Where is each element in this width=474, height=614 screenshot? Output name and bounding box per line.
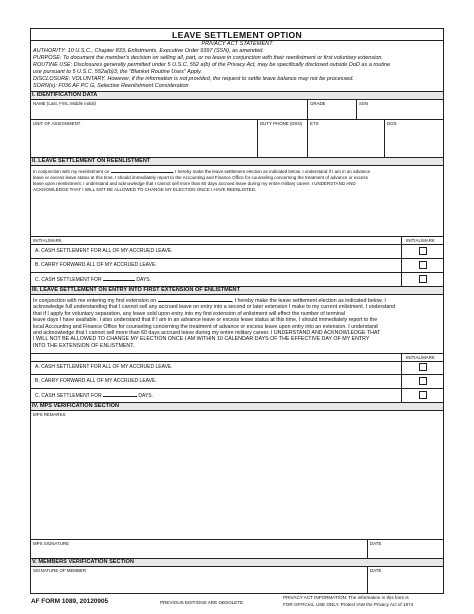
member-date-field[interactable] [368,567,443,593]
ssn-label: SSN [359,101,369,106]
unit-field[interactable] [31,120,257,157]
privacy-info-line1: PRIVACY ACT INFORMATION: The information in this form is [283,595,409,600]
privacy-authority: AUTHORITY: 10 U.S.C., Chapter 833, Enlistments, Executive Order 9397 (SSN), as amended. [33,48,264,54]
member-signature-field[interactable] [31,567,367,593]
divider [31,165,443,166]
section2-option-c-prefix: C. CASH SETTLEMENT FOR [35,277,102,283]
leave-settlement-form [30,28,444,594]
ets-field[interactable] [308,120,384,157]
section3-option-c-prefix: C. CASH SETTLEMENT FOR [35,393,102,399]
reenlistment-date-blank[interactable] [111,168,173,173]
ssn-field[interactable] [357,100,443,119]
divider [31,294,443,295]
section2-text-line1: , I hereby make the leave settlement election as indicated below. I understand if I am in an advance [172,169,371,174]
section3-paragraph [33,297,443,349]
mps-remarks-field[interactable] [31,411,443,539]
section2-text-line2: leave or excess leave status at this time, I should immediately report to the Accounting and Finance Office for counseling concerning the treatment of advance or excess [33,175,368,180]
section1-heading: I. IDENTIFICATION DATA [32,92,98,98]
mps-remarks-label: MPS REMARKS [33,412,66,417]
grade-field[interactable] [308,100,356,119]
ets-label: ETS [310,121,319,126]
section3-text-line5: local Accounting and Finance Office for counseling concerning the treatment of advance or excess leave upon entry into an extension. I understand [33,323,378,330]
section3-text-line7: I WILL NOT BE ALLOWED TO CHANGE MY ELECTION ONCE I AM WITHIN 10 CALENDAR DAYS OF THE EFFECTIVE DAY OF MY ENTRY [33,336,370,343]
section2-option-a-checkbox[interactable] [419,247,427,255]
form-number: AF FORM 1089, 20120905 [31,598,109,605]
section3-heading: III. LEAVE SETTLEMENT ON ENTRY INTO FIRST EXTENSION OF ENLISTMENT [32,287,241,293]
section3-option-c-suffix: DAYS. [138,393,154,399]
section3-option-c-checkbox[interactable] [419,391,427,399]
section3-text-line4: leave days I have available. I also understand that if I am in an advance leave or excess leave status at this time, I should immediately report to the [33,317,378,324]
section2-initial-label: INITIAL/MARK [33,238,62,243]
member-signature-label: SIGNATURE OF MEMBER [33,568,87,573]
section2-text-line4: ACKNOWLEDGE THAT I WILL NOT BE ALLOWED TO CHANGE MY ELECTION ONCE I HAVE REENLISTED. [33,187,257,192]
privacy-routine-use-cont: use pursuant to 5 U.S.C. 552a(b)3, the "Blanket Routine Uses" Apply. [33,69,202,75]
mps-date-field[interactable] [368,540,443,558]
section5-heading: V. MEMBERS VERIFICATION SECTION [32,559,134,565]
section3-option-a: A. CASH SETTLEMENT FOR ALL OF MY ACCRUED LEAVE. [35,364,173,370]
divider [31,374,443,375]
duty-phone-label: DUTY PHONE (DSN) [260,121,303,126]
section4-heading: IV. MPS VERIFICATION SECTION [32,403,120,409]
section2-days-blank[interactable] [103,276,135,281]
mps-date-label: DATE [370,541,382,546]
section2-text-line3: leave upon reenlistment. I understand and acknowledge that I cannot sell more than 60 days accrued leave during my entire military career. I UNDERSTAND AND [33,181,356,186]
obsolete-notice: PREVIOUS EDITIONS ARE OBSOLETE [160,600,244,605]
dos-label: DOS [387,121,397,126]
section3-option-a-checkbox[interactable] [419,363,427,371]
section3-text-line8: INTO THE EXTENSION OF ENLISTMENT. [33,342,135,349]
section2-option-c-checkbox[interactable] [419,275,427,283]
form-title: LEAVE SETTLEMENT OPTION [172,30,302,40]
section2-paragraph [33,168,443,193]
section3-text-start: In conjunction with me entering my first extension on [33,298,157,304]
section3-option-c [35,392,153,399]
section3-text-line3: that if I apply for voluntary separation, any leave sold upon entry into my first extension of enlistment will effect the number of terminal [33,310,345,317]
divider [31,244,443,245]
mps-signature-field[interactable] [31,540,367,558]
name-field[interactable] [31,100,307,119]
divider [31,361,443,362]
privacy-info-line2: FOR OFFICIAL USE ONLY. Protect IAW the Privacy Act of 1974 [283,602,414,607]
divider [31,353,443,354]
divider [31,388,443,389]
section3-days-blank[interactable] [103,392,137,397]
dos-field[interactable] [385,120,443,157]
member-date-label: DATE [370,568,382,573]
privacy-act-heading: PRIVACY ACT STATEMENT [201,41,273,47]
divider [401,236,402,286]
section2-initial-label-right: INITIAL/MARK [406,238,435,243]
name-label: NAME (Last, First, Middle Initial) [33,101,96,106]
section2-option-c [35,276,151,283]
section3-text-line2: acknowledge full understanding that I cannot sell any accrued leave on entry into a second or later extension I make to my current enlistment. I understand [33,304,396,311]
section2-option-c-suffix: DAYS. [136,277,152,283]
section2-option-a: A. CASH SETTLEMENT FOR ALL OF MY ACCRUED LEAVE. [35,248,173,254]
section2-option-b-checkbox[interactable] [419,261,427,269]
duty-phone-field[interactable] [258,120,307,157]
privacy-purpose: PURPOSE: To document the member's decision on selling all, part, or no leave in conjunction with their reenlistment or first voluntary extension. [33,55,383,61]
section2-heading: II. LEAVE SETTLEMENT ON REENLISTMENT [32,158,151,164]
grade-label: GRADE [310,101,326,106]
section3-text-line6: and acknowledge that I cannot sell more than 60 days accrued leave during my entire military career. I UNDERSTAND AND ACKNOWLEDGE THAT [33,330,381,337]
section3-initial-label: INITIAL/MARK [406,355,435,360]
section2-option-b: B. CARRY FORWARD ALL OF MY ACCRUED LEAVE. [35,262,157,268]
privacy-sorn: SORN(s): F036 AF PC G, Selective Reenlistment Consideration [33,83,189,89]
extension-date-blank[interactable] [158,297,232,302]
divider [31,258,443,259]
divider [31,272,443,273]
section2-text-start: In conjunction with my reenlistment on [33,169,110,174]
privacy-routine-use: ROUTINE USE: Disclosures generally permitted under 5 U.S.C. 552 a(b) of the Privacy Act, may be specifically disclosed outside DoD as a routine [33,62,391,68]
mps-signature-label: MPS SIGNATURE [33,541,70,546]
section3-option-b-checkbox[interactable] [419,377,427,385]
privacy-disclosure: DISCLOSURE: VOLUNTARY. However, if the information is not provided, the request to settle leave balance may not be processed. [33,76,354,82]
section3-option-b: B. CARRY FORWARD ALL OF MY ACCRUED LEAVE. [35,378,157,384]
divider [31,236,443,237]
unit-label: UNIT OF ASSIGNMENT [33,121,81,126]
section3-text-line1: , I hereby make the leave settlement election as indicated below. I [231,298,386,304]
